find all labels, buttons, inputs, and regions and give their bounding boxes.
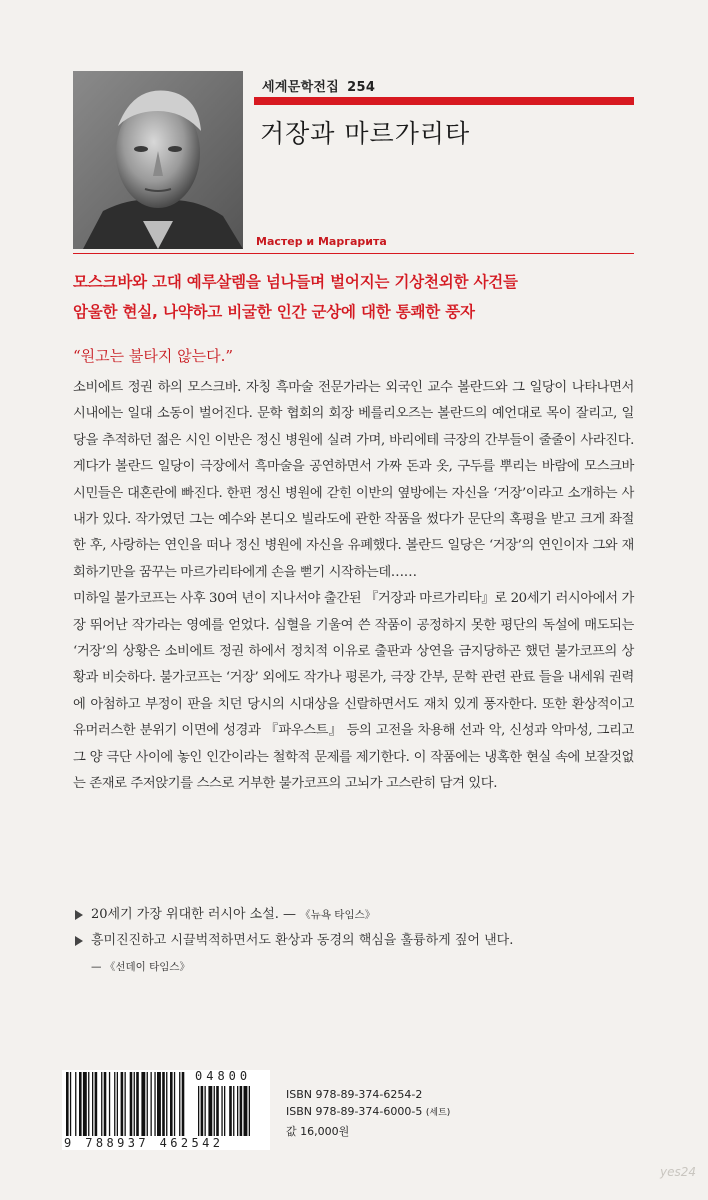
- barcode-addon-bar: [214, 1086, 215, 1136]
- barcode-bar: [101, 1072, 102, 1136]
- barcode-bar: [88, 1072, 89, 1136]
- barcode-bar: [114, 1072, 115, 1136]
- isbn-line-1: ISBN 978-89-374-6254-2: [286, 1088, 423, 1101]
- isbn-set-label: (세트): [425, 1108, 451, 1118]
- synopsis-paragraph-2: 미하일 불가코프는 사후 30여 년이 지나서야 출간된 『거장과 마르가리타』로 20세기 러시아에서 가장 뛰어난 작가라는 영예를 얻었다. 심혈을 기울여 쓴 작품이 공정하지 못한 평단의 독설에 매도되는 ‘거장’의 상황은 소비에트 정권 하에서 정치적 이유로 출판과 상연을 금지당하곤 했던 불가코프의 상황과 비슷하다. 불가코프는 ‘거장’ 외에도 작가나 평론가, 극장 간부, 문학 관련 관료 들을 내세워 권력에 아첨하고 부정이 판을 치던 당시의 시대상을 신랄하면서도 재치 있게 풍자한다. 또한 환상적이고 유머러스한 분위기 이면에 성경과 『파우스트』 등의 고전을 차용해 선과 악, 신성과 악마성, 그리고 그 양 극단 사이에 놓인 인간이라는 철학적 문제를 제기한다. 이 작품에는 냉혹한 현실 속에 보잘것없는 존재로 주저앉기를 스스로 거부한 불가코프의 고뇌가 고스란히 담겨 있다.: [73, 591, 634, 792]
- header-divider: [73, 253, 634, 254]
- series-number: 254: [347, 80, 376, 95]
- barcode-bar: [75, 1072, 76, 1136]
- isbn-line-2: [286, 1105, 450, 1118]
- price: 값 16,000원: [286, 1125, 350, 1138]
- triangle-bullet-icon: [75, 936, 83, 946]
- barcode-addon-bar: [201, 1086, 204, 1136]
- barcode-bar: [157, 1072, 161, 1136]
- barcode-addon-bar: [249, 1086, 250, 1136]
- triangle-bullet-icon: [75, 910, 83, 920]
- barcode-bar: [170, 1072, 173, 1136]
- review-text: 20세기 가장 위대한 러시아 소설. —: [91, 907, 301, 922]
- barcode-bar: [174, 1072, 175, 1136]
- review-list: [73, 904, 653, 978]
- isbn-set-number: ISBN 978-89-374-6000-5: [286, 1105, 423, 1118]
- barcode-bar: [95, 1072, 98, 1136]
- barcode-bar: [166, 1072, 167, 1136]
- original-title: Мастер и Маргарита: [256, 235, 387, 248]
- review-source: 《뉴욕 타임스》: [300, 909, 376, 921]
- barcode-addon-bar: [221, 1086, 222, 1136]
- barcode-bar: [104, 1072, 107, 1136]
- watermark: yes24: [660, 1165, 697, 1179]
- barcode-addon-bar: [216, 1086, 219, 1136]
- barcode-bar: [154, 1072, 155, 1136]
- barcode-bar: [70, 1072, 71, 1136]
- review-item: [73, 930, 653, 956]
- book-title: 거장과 마르가리타: [260, 119, 471, 148]
- barcode-bar: [162, 1072, 165, 1136]
- tagline-line-2: 암울한 현실, 나약하고 비굴한 인간 군상에 대한 통쾌한 풍자: [73, 303, 475, 321]
- barcode-addon-bar: [229, 1086, 232, 1136]
- barcode-bar: [83, 1072, 87, 1136]
- barcode-addon-digits: 04800: [195, 1069, 252, 1083]
- series-label: [262, 76, 375, 95]
- barcode-addon-bar: [244, 1086, 248, 1136]
- barcode-bar: [136, 1072, 139, 1136]
- author-portrait: [73, 71, 243, 249]
- barcode-bar: [147, 1072, 148, 1136]
- red-header-bar: [254, 97, 634, 105]
- barcode-bar: [182, 1072, 185, 1136]
- barcode-addon-bar: [205, 1086, 206, 1136]
- barcode-bar: [141, 1072, 145, 1136]
- barcode-addon-bar: [198, 1086, 199, 1136]
- barcode-ean-digits: 9 788937 462542: [64, 1136, 224, 1150]
- review-item: [73, 904, 653, 930]
- barcode-bar: [125, 1072, 126, 1136]
- barcode-bar: [66, 1072, 69, 1136]
- barcode-bar: [79, 1072, 82, 1136]
- review-source: — 《선데이 타임스》: [91, 961, 191, 973]
- barcode-bar: [92, 1072, 93, 1136]
- pull-quote: “원고는 불타지 않는다.”: [73, 347, 234, 365]
- synopsis-paragraph-1: 소비에트 정권 하의 모스크바. 자칭 흑마술 전문가라는 외국인 교수 볼란드와 그 일당이 나타나면서 시내에는 일대 소동이 벌어진다. 문학 협회의 회장 베를리오즈는 볼란드의 예언대로 목이 잘리고, 일당을 추적하던 젊은 시인 이반은 정신 병원에 실려 가며, 바리에테 극장의 간부들이 줄줄이 사라진다. 게다가 볼란드 일당이 극장에서 흑마술을 공연하면서 가짜 돈과 옷, 구두를 뿌리는 바람에 모스크바 시민들은 대혼란에 빠진다. 한편 정신 병원에 갇힌 이반의 옆방에는 자신을 ‘거장’이라고 소개하는 사내가 있다. 작가였던 그는 예수와 본디오 빌라도에 관한 작품을 썼다가 문단의 혹평을 받고 크게 좌절한 후, 사랑하는 연인을 떠나 정신 병원에 자신을 유폐했다. 볼란드 일당은 ‘거장’의 연인이자 그와 재회하기만을 꿈꾸는 마르가리타에게 손을 뻗기 시작하는데……: [73, 380, 634, 580]
- barcode-addon-bar: [237, 1086, 238, 1136]
- barcode-bar: [117, 1072, 118, 1136]
- barcode-addon-bar: [208, 1086, 212, 1136]
- barcode-bar: [121, 1072, 124, 1136]
- barcode-bar: [109, 1072, 110, 1136]
- barcode-addon-bar: [240, 1086, 243, 1136]
- barcode-addon-bar: [233, 1086, 234, 1136]
- synopsis: [73, 375, 634, 798]
- tagline-line-1: 모스크바와 고대 예루살렘을 넘나들며 벌어지는 기상천외한 사건들: [73, 273, 518, 291]
- barcode-bar: [151, 1072, 152, 1136]
- barcode-bar: [134, 1072, 135, 1136]
- barcode-bar: [130, 1072, 133, 1136]
- review-text: 흥미진진하고 시끌벅적하면서도 환상과 동경의 핵심을 훌륭하게 짚어 낸다.: [91, 933, 514, 948]
- series-name: 세계문학전집: [262, 80, 340, 95]
- barcode-bar: [179, 1072, 180, 1136]
- barcode-addon-bar: [224, 1086, 225, 1136]
